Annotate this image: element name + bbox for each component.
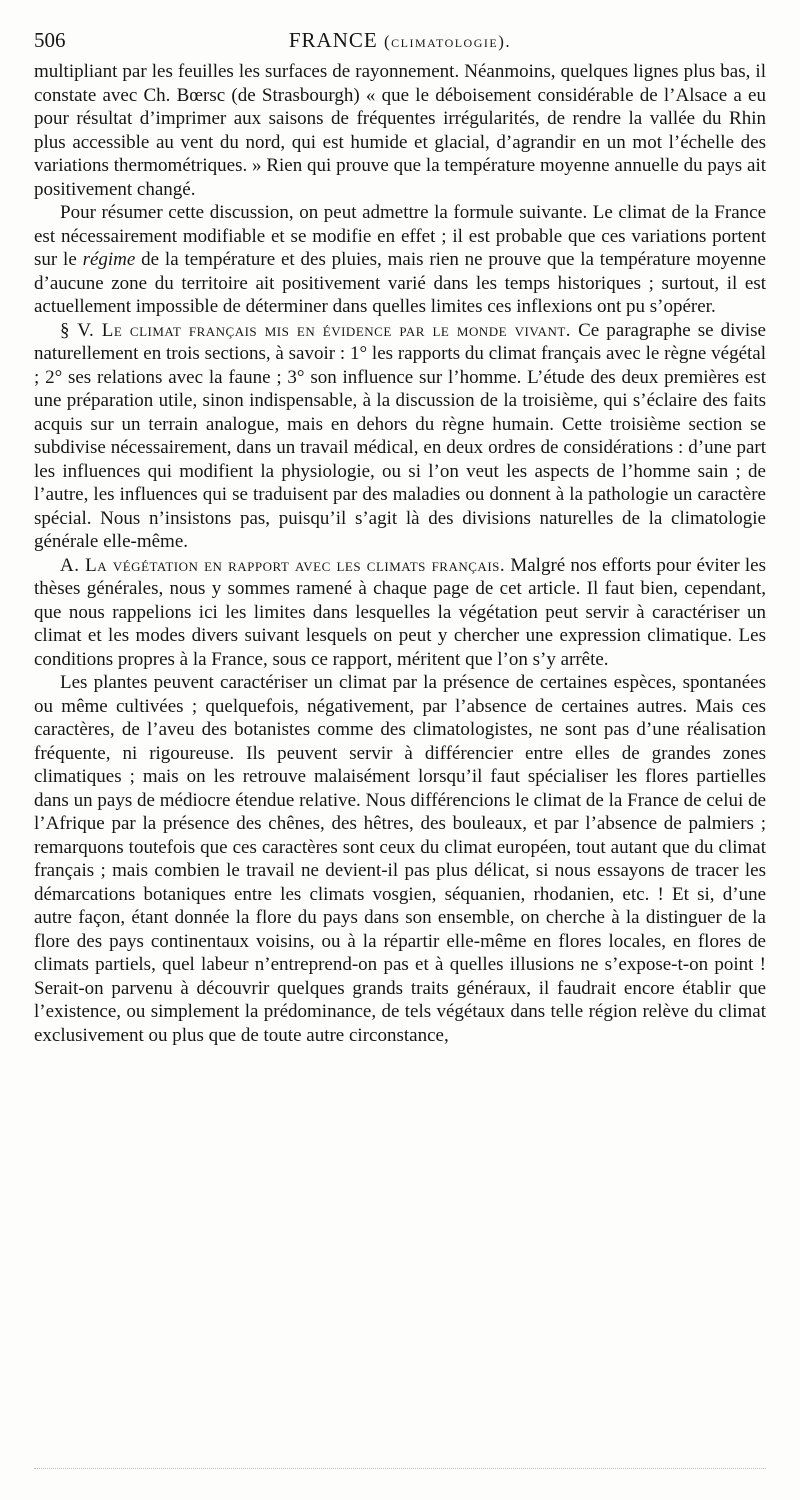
paragraph-text: Les plantes peuvent caractériser un climat par la présence de certaines espèces, spontanées ou même cultivées ; quelquefois, négativement, par l’absence de certaines autres. Mais ces caractères, de l’aveu des botanistes comme des climatologistes, ne sont pas d’une réalisation fréquente, ni rigoureuse. Ils peuvent servir à différencier entre elles de grandes zones climatiques ; mais on les retrouve malaisément lorsqu’il faut spécialiser les flores partielles dans un pays de médiocre étendue relative. Nous différencions le climat de la France de celui de l’Afrique par la présence des chênes, des hêtres, des bouleaux, et par l’absence de palmiers ; remarquons toutefois que ces caractères sont ceux du climat européen, tout autant que du climat français ; mais combien le travail ne devient-il pas plus délicat, si nous essayons de tracer les démarcations botaniques entre les climats vosgien, séquanien, rhodanien, etc. ! Et si, d’une autre façon, étant donnée la flore du pays dans son ensemble, on cherche à la distinguer de la flore des pays continentaux voisins, ou à la répartir elle-même en flores locales, en flores de climats partiels, quel labeur n’entreprend-on pas et à quelles illusions ne s’expose-t-on point ! Serait-on parvenu à découvrir quelques grands traits généraux, il faudrait encore établir que l’existence, ou simplement la prédominance, de tels végétaux dans telle région relève du climat exclusivement ou plus que de toute autre circonstance, <box>34 672 766 1046</box>
running-head-title: FRANCE <box>288 28 378 52</box>
paragraph-3 <box>34 319 766 554</box>
paragraph-text-before: Pour résumer cette discussion, on peut admettre la formule suivante. Le climat de la France est nécessairement modifiable et se modifie en effet ; il est probable que ces variations portent sur le <box>34 202 766 270</box>
paragraph-text: Malgré nos efforts pour éviter les thèses générales, nous y sommes ramené à chaque page de cet article. Il faut bien, cependant, que nous rappelions ici les limites dans lesquelles la végétation peut servir à caractériser un climat et les modes divers suivant lesquels on peut y chercher une expression climatique. Les conditions propres à la France, sous ce rapport, méritent que l’on s’y arrête. <box>34 554 767 670</box>
section-heading: § V. Le climat français mis en évidence par le monde vivant. <box>60 319 572 341</box>
italic-term: régime <box>82 249 136 270</box>
scan-footer-artifact <box>34 1468 766 1471</box>
paragraph-text: multipliant par les feuilles les surfaces de rayonnement. Néanmoins, quelques lignes plus bas, il constate avec Ch. Bœrsc (de Strasbourgh) « que le déboisement considérable de l’Alsace a eu pour résultat d’imprimer aux saisons de fréquentes irrégularités, de rendre la vallée du Rhin plus accessible au vent du nord, qui est humide et glacial, d’agrandir en un mot l’échelle des variations thermométriques. » Rien qui prouve que la température moyenne annuelle du pays ait positivement changé. <box>34 61 766 200</box>
paragraph-text-after: de la température et des pluies, mais rien ne prouve que la température moyenne d’aucune zone du territoire ait positivement varié dans les temps historiques ; surtout, il est actuellement impossible de déterminer dans quelles limites ces inflexions ont pu s’opérer. <box>34 249 766 317</box>
running-head <box>34 28 766 53</box>
paragraph-5 <box>34 671 766 1047</box>
subsection-heading: A. La végétation en rapport avec les climats français. <box>60 554 506 576</box>
page-header <box>34 28 766 64</box>
paragraph-2 <box>34 201 766 319</box>
paragraph-1 <box>34 60 766 201</box>
page-number: 506 <box>34 28 66 52</box>
paragraph-text: Ce paragraphe se divise naturellement en trois sections, à savoir : 1° les rapports du climat français avec le règne végétal ; 2° ses relations avec la faune ; 3° son influence sur l’homme. L’étude des deux premières est une préparation utile, sinon indispensable, à la discussion de la troisième, qui s’éclaire des faits acquis sur un terrain analogue, mais en dehors du règne humain. Cette troisième section se subdivise nécessairement, dans un travail médical, en deux ordres de considérations : d’une part les influences qui modifient la physiologie, ou si l’on veut les aspects de l’homme sain ; de l’autre, les influences qui se traduisent par des maladies ou donnent à la pathologie un caractère spécial. Nous n’insistons pas, puisqu’il s’agit là des divisions naturelles de la climatologie générale elle-même. <box>34 319 766 552</box>
paragraph-4 <box>34 554 766 672</box>
running-head-subtitle: (climatologie). <box>383 32 512 51</box>
page-body <box>34 60 766 1047</box>
